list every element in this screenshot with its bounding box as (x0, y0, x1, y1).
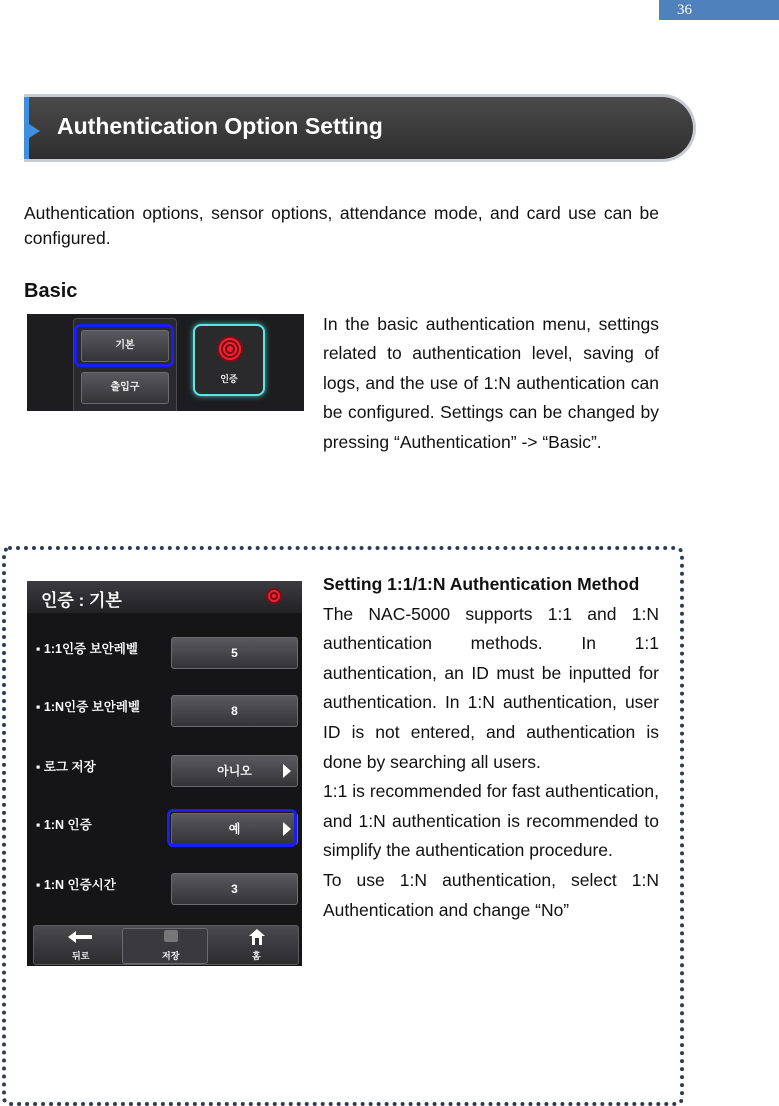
value-text: 아니오 (217, 764, 252, 778)
value-log-save (171, 755, 298, 787)
basic-menu-screenshot (27, 314, 304, 411)
value-1-n-time (171, 873, 298, 905)
home-icon (249, 929, 265, 945)
row-text: 1:N 인증 (43, 818, 92, 832)
entry-button: 출입구 (81, 372, 169, 404)
value-text: 8 (231, 704, 238, 718)
method-section (323, 570, 659, 925)
row-label-1-1-level: ▪ 1:1인증 보안레벨 (36, 642, 138, 656)
fingerprint-icon (217, 336, 243, 362)
section-title: Authentication Option Setting (57, 113, 383, 139)
basic-button: 기본 (81, 330, 169, 362)
method-paragraph-3: To use 1:N authentication, select 1:N Authentication and change “No” (323, 869, 659, 920)
intro-paragraph: Authentication options, sensor options, attendance mode, and card use can be configured. (24, 203, 659, 248)
banner-arrow-icon (29, 124, 40, 138)
row-text: 로그 저장 (43, 760, 96, 774)
value-text: 3 (231, 882, 238, 896)
back-label: 뒤로 (72, 951, 90, 961)
home-label: 홈 (252, 951, 261, 961)
auth-basic-screenshot (27, 581, 302, 966)
save-icon (164, 930, 178, 942)
row-text: 1:N인증 보안레벨 (43, 700, 140, 714)
row-text: 1:1인증 보안레벨 (43, 642, 138, 656)
page-number: 36 (659, 0, 779, 20)
method-paragraph-1: The NAC-5000 supports 1:1 and 1:N authentication methods. In 1:1 authentication, an ID must be inputted for authentication. In 1:N authentication, user ID is not entered, and authentication is done by searching all users. (323, 603, 659, 772)
bottom-nav-bar (33, 925, 299, 965)
fingerprint-icon (266, 588, 282, 604)
row-label-1-n-auth: ▪ 1:N 인증 (36, 818, 92, 832)
value-text: 예 (228, 822, 241, 836)
method-heading: Setting 1:1/1:N Authentication Method (323, 574, 640, 594)
arrow-right-icon (283, 764, 291, 778)
value-1-n-level (171, 695, 298, 727)
row-label-1-n-time: ▪ 1:N 인증시간 (36, 878, 116, 892)
section-banner (24, 94, 696, 162)
1-n-auth-highlight (167, 809, 297, 847)
row-label-1-n-level: ▪ 1:N인증 보안레벨 (36, 700, 140, 714)
row-label-log-save: ▪ 로그 저장 (36, 760, 96, 774)
screen-header-bar (27, 581, 302, 613)
value-text: 5 (231, 646, 238, 660)
basic-heading: Basic (24, 280, 78, 302)
screen-header: 인증 : 기본 (41, 591, 122, 610)
basic-highlight (74, 324, 174, 367)
save-label: 저장 (162, 951, 180, 961)
authentication-label: 인증 (220, 374, 238, 384)
method-paragraph-2: 1:1 is recommended for fast authentication, and 1:N authentication is recommended to simplify the authentication procedure. (323, 781, 659, 861)
back-arrow-icon (68, 931, 92, 943)
basic-paragraph: In the basic authentication menu, settings related to authentication level, saving of logs, and the use of 1:N authentication can be configured. Settings can be changed by pressing “Authentication” -> “Basic”. (323, 314, 659, 452)
authentication-button (193, 324, 265, 396)
row-text: 1:N 인증시간 (43, 878, 116, 892)
value-1-1-level (171, 637, 298, 669)
